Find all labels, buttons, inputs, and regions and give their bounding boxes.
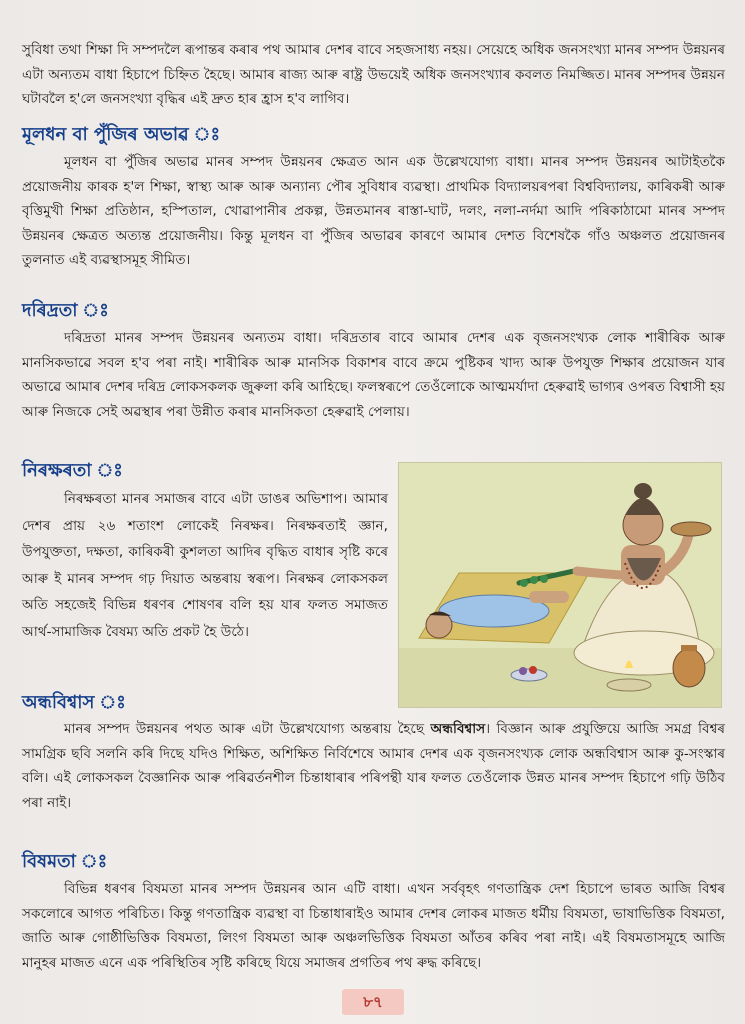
inequality-paragraph: বিভিন্ন ধৰণৰ বিষমতা মানৰ সম্পদ উন্নয়নৰ আন এটি বাধা। এখন সৰ্ববৃহৎ গণতান্ত্ৰিক দেশ হিচাপে ভাৰত আজি বিশ্বৰ সকলোৰে আগত পৰিচিত। কিন্তু গণতান্ত্ৰিক ব্যৱস্থা বা চিন্তাধাৰাইও আমাৰ দেশৰ লোকৰ মাজত ধৰ্মীয় বিষমতা, ভাষাভিত্তিক বিষমতা, জাতি আৰু গোষ্ঠীভিত্তিক বিষমতা, লিংগ বিষমতা আৰু অঞ্চলভিত্তিক বিষমতা আঁতৰ কৰিব পৰা নাই। এই বিষমতাসমূহে আজি মানুহৰ মাজত এনে এক পৰিস্থিতিৰ সৃষ্টি কৰিছে যিয়ে সমাজৰ প্ৰগতিৰ পথ ৰুদ্ধ কৰিছে। bbox=[22, 881, 725, 971]
superstition-text-before: মানৰ সম্পদ উন্নয়নৰ পথত আৰু এটা উল্লেখযোগ্য অন্তৰায় হৈছে bbox=[64, 721, 431, 737]
intro-paragraph: সুবিধা তথা শিক্ষা দি সম্পদলৈ ৰূপান্তৰ কৰাৰ পথ আমাৰ দেশৰ বাবে সহজসাধ্য নহয়। সেয়েহে অধিক জনসংখ্যা মানৰ সম্পদ উন্নয়নৰ এটা অন্যতম বাধা হিচাপে চিহ্নিত হৈছে। আমাৰ ৰাজ্য আৰু ৰাষ্ট্ৰ উভয়েই অধিক জনসংখ্যাৰ কবলত নিমজ্জিত। মানৰ সম্পদৰ উন্নয়ন ঘটাবলৈ হ'লে জনসংখ্যা বৃদ্ধিৰ এই দ্ৰুত হাৰ হ্ৰাস হ'ব লাগিব। bbox=[22, 42, 725, 107]
superstition-paragraph bbox=[22, 717, 725, 815]
illustration-healer-patient bbox=[398, 462, 722, 708]
capital-paragraph: মূলধন বা পুঁজিৰ অভাৱ মানৰ সম্পদ উন্নয়নৰ ক্ষেত্ৰত আন এক উল্লেখযোগ্য বাধা। মানৰ সম্পদ উন্নয়নৰ আটাইতকৈ প্ৰয়োজনীয় কাৰক হ'ল শিক্ষা, স্বাস্থ্য আৰু আৰু অন্যান্য পৌৰ সুবিধাৰ ব্যৱস্থা। প্ৰাথমিক বিদ্যালয়ৰপৰা বিশ্ববিদ্যালয়, কাৰিকৰী আৰু বৃত্তিমুখী শিক্ষা প্ৰতিষ্ঠান, হস্পিতাল, খোৱাপানীৰ প্ৰকল্প, উন্নতমানৰ ৰাস্তা-ঘাট, দলং, নলা-নৰ্দমা আদি পৰিকাঠামো মানৰ সম্পদ উন্নয়নৰ ক্ষেত্ৰত অত্যন্ত প্ৰয়োজনীয়। কিন্তু মূলধন বা পুঁজিৰ অভাৱৰ কাৰণে আমাৰ দেশত বিশেষকৈ গাঁও অঞ্চলত প্ৰয়োজনৰ তুলনাত এই ব্যৱস্থাসমূহ সীমিত। bbox=[22, 154, 725, 268]
heading-inequality: বিষমতা ঃ bbox=[22, 851, 108, 872]
page-number: ৮৭ bbox=[342, 989, 404, 1015]
poverty-paragraph: দৰিদ্ৰতা মানৰ সম্পদ উন্নয়নৰ অন্যতম বাধা। দৰিদ্ৰতাৰ বাবে আমাৰ দেশৰ এক বৃজনসংখ্যক লোক শাৰীৰিক আৰু মানসিকভাৱে সবল হ'ব পৰা নাই। শাৰীৰিক আৰু মানসিক বিকাশৰ বাবে ক্ৰমে পুষ্টিকৰ খাদ্য আৰু উপযুক্ত শিক্ষাৰ প্ৰয়োজন যাৰ অভাৱে আমাৰ দেশৰ দৰিদ্ৰ লোকসকলক জুৰুলা কৰি আহিছে। ফলস্বৰূপে তেওঁলোকে আত্মমৰ্যাদা হেৰুৱাই ভাগ্যৰ ওপৰত বিশ্বাসী হয় আৰু নিজকে সেই অৱস্থাৰ পৰা উন্নীত কৰাৰ মানসিকতা হেৰুৱাই পেলায়। bbox=[22, 330, 725, 420]
heading-superstition: অন্ধবিশ্বাস ঃ bbox=[22, 692, 126, 713]
heading-capital: মূলধন বা পুঁজিৰ অভাৱ ঃ bbox=[22, 124, 221, 145]
heading-poverty: দৰিদ্ৰতা ঃ bbox=[22, 300, 109, 321]
heading-illiteracy: নিৰক্ষৰতা ঃ bbox=[22, 460, 123, 481]
illustration-drawing bbox=[399, 463, 721, 707]
illiteracy-paragraph: নিৰক্ষৰতা মানৰ সমাজৰ বাবে এটা ডাঙৰ অভিশাপ। আমাৰ দেশৰ প্ৰায় ২৬ শতাংশ লোকেই নিৰক্ষৰ। নিৰক্ষৰতাই জ্ঞান, উপযুক্ততা, দক্ষতা, কাৰিকৰী কুশলতা আদিৰ বৃদ্ধিত বাধাৰ সৃষ্টি কৰে আৰু ই মানৰ সম্পদ গঢ় দিয়াত অন্তৰায় স্বৰূপ। নিৰক্ষৰ লোকসকল অতি সহজেই বিভিন্ন ধৰণৰ শোষণৰ বলি হয় যাৰ ফলত সমাজত আৰ্থ-সামাজিক বৈষম্য অতি প্ৰকট হৈ উঠে। bbox=[22, 491, 388, 640]
superstition-text-after: । বিজ্ঞান আৰু প্ৰযুক্তিয়ে আজি সমগ্ৰ বিশ্বৰ সামগ্ৰিক ছবি সলনি কৰি দিছে যদিও শিক্ষিত, অশিক্ষিত নিৰ্বিশেষে আমাৰ দেশৰ এক বৃজনসংখ্যক লোক অন্ধবিশ্বাস আৰু কু-সংস্কাৰ বলি। এই লোকসকল বৈজ্ঞানিক আৰু পৰিৱৰ্তনশীল চিন্তাধাৰাৰ পৰিপন্থী যাৰ ফলত তেওঁলোক উন্নত মানৰ সম্পদ হিচাপে গঢ়ি উঠিব পৰা নাই। bbox=[22, 721, 725, 811]
superstition-emphasis: অন্ধবিশ্বাস bbox=[430, 721, 486, 737]
